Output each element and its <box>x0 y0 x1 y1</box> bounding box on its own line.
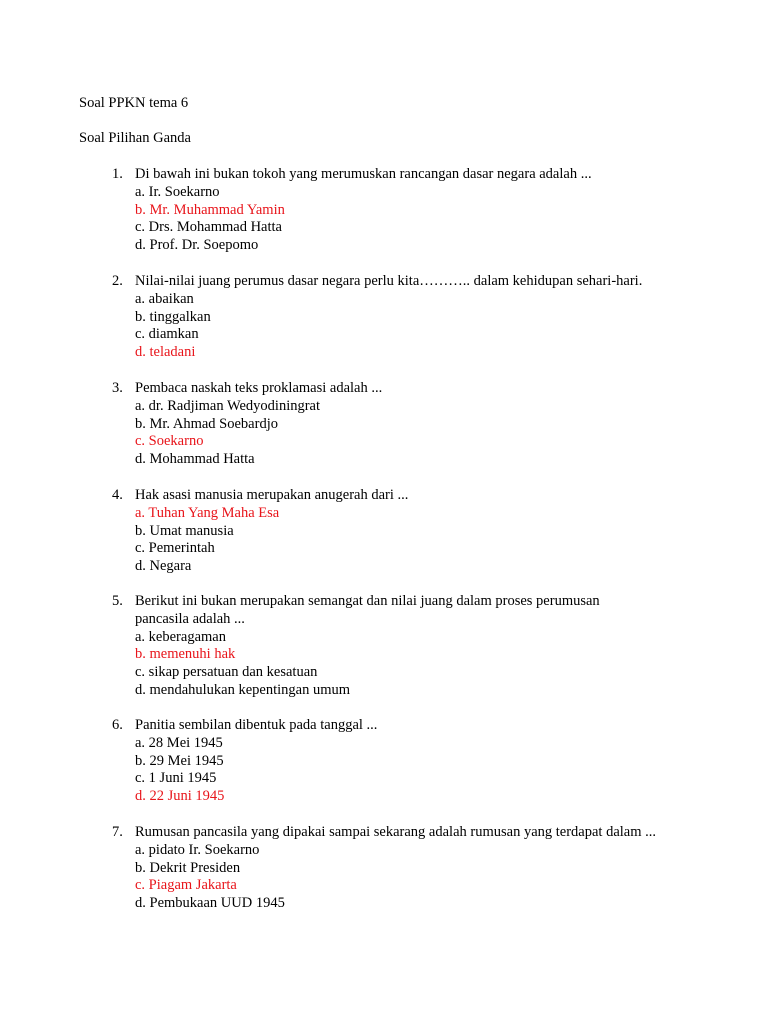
answer-option-correct: a. Tuhan Yang Maha Esa <box>135 504 280 521</box>
answer-option: c. Pemerintah <box>135 540 215 557</box>
answer-option: a. pidato Ir. Soekarno <box>135 841 260 858</box>
question-number: 7. <box>112 824 123 840</box>
answer-option: c. 1 Juni 1945 <box>135 770 217 787</box>
answer-option: b. 29 Mei 1945 <box>135 752 224 769</box>
answer-option: b. Dekrit Presiden <box>135 859 241 876</box>
question-number: 6. <box>112 717 123 733</box>
answer-option-correct: b. memenuhi hak <box>135 646 236 663</box>
answer-option: c. sikap persatuan dan kesatuan <box>135 664 318 681</box>
answer-option: b. Umat manusia <box>135 522 234 539</box>
answer-option-correct: c. Piagam Jakarta <box>135 877 237 894</box>
section-heading: Soal Pilihan Ganda <box>79 130 191 146</box>
answer-option: a. abaikan <box>135 290 194 307</box>
question-text: pancasila adalah ... <box>135 610 245 627</box>
answer-option: a. Ir. Soekarno <box>135 183 220 200</box>
question-text: Panitia sembilan dibentuk pada tanggal ... <box>135 717 378 733</box>
document-title: Soal PPKN tema 6 <box>79 95 189 111</box>
answer-option: a. 28 Mei 1945 <box>135 734 223 751</box>
question-number: 3. <box>112 380 123 396</box>
question-text: Berikut ini bukan merupakan semangat dan nilai juang dalam proses perumusan <box>135 593 600 609</box>
answer-option: a. keberagaman <box>135 628 226 645</box>
answer-option: d. mendahulukan kepentingan umum <box>135 682 351 698</box>
answer-option: d. Mohammad Hatta <box>135 451 255 468</box>
question-number: 4. <box>112 487 123 503</box>
answer-option-correct: d. teladani <box>135 344 196 361</box>
answer-option: d. Prof. Dr. Soepomo <box>135 237 259 254</box>
answer-option-correct: d. 22 Juni 1945 <box>135 788 225 805</box>
question-text: Di bawah ini bukan tokoh yang merumuskan rancangan dasar negara adalah ... <box>135 166 592 182</box>
question-number: 2. <box>112 273 123 289</box>
answer-option: b. Mr. Ahmad Soebardjo <box>135 415 278 432</box>
answer-option: a. dr. Radjiman Wedyodiningrat <box>135 397 321 414</box>
question-text: Pembaca naskah teks proklamasi adalah ... <box>135 380 383 396</box>
answer-option: b. tinggalkan <box>135 308 211 325</box>
answer-option: c. diamkan <box>135 326 199 343</box>
question-text: Rumusan pancasila yang dipakai sampai sekarang adalah rumusan yang terdapat dalam ... <box>135 824 657 840</box>
answer-option: d. Pembukaan UUD 1945 <box>135 895 285 912</box>
question-number: 1. <box>112 166 123 182</box>
question-number: 5. <box>112 593 123 609</box>
answer-option: c. Drs. Mohammad Hatta <box>135 219 282 236</box>
answer-option-correct: c. Soekarno <box>135 433 204 450</box>
question-text: Nilai-nilai juang perumus dasar negara perlu kita……….. dalam kehidupan sehari-hari. <box>135 273 643 289</box>
answer-option: d. Negara <box>135 558 192 575</box>
answer-option-correct: b. Mr. Muhammad Yamin <box>135 201 285 218</box>
question-text: Hak asasi manusia merupakan anugerah dari ... <box>135 487 409 503</box>
